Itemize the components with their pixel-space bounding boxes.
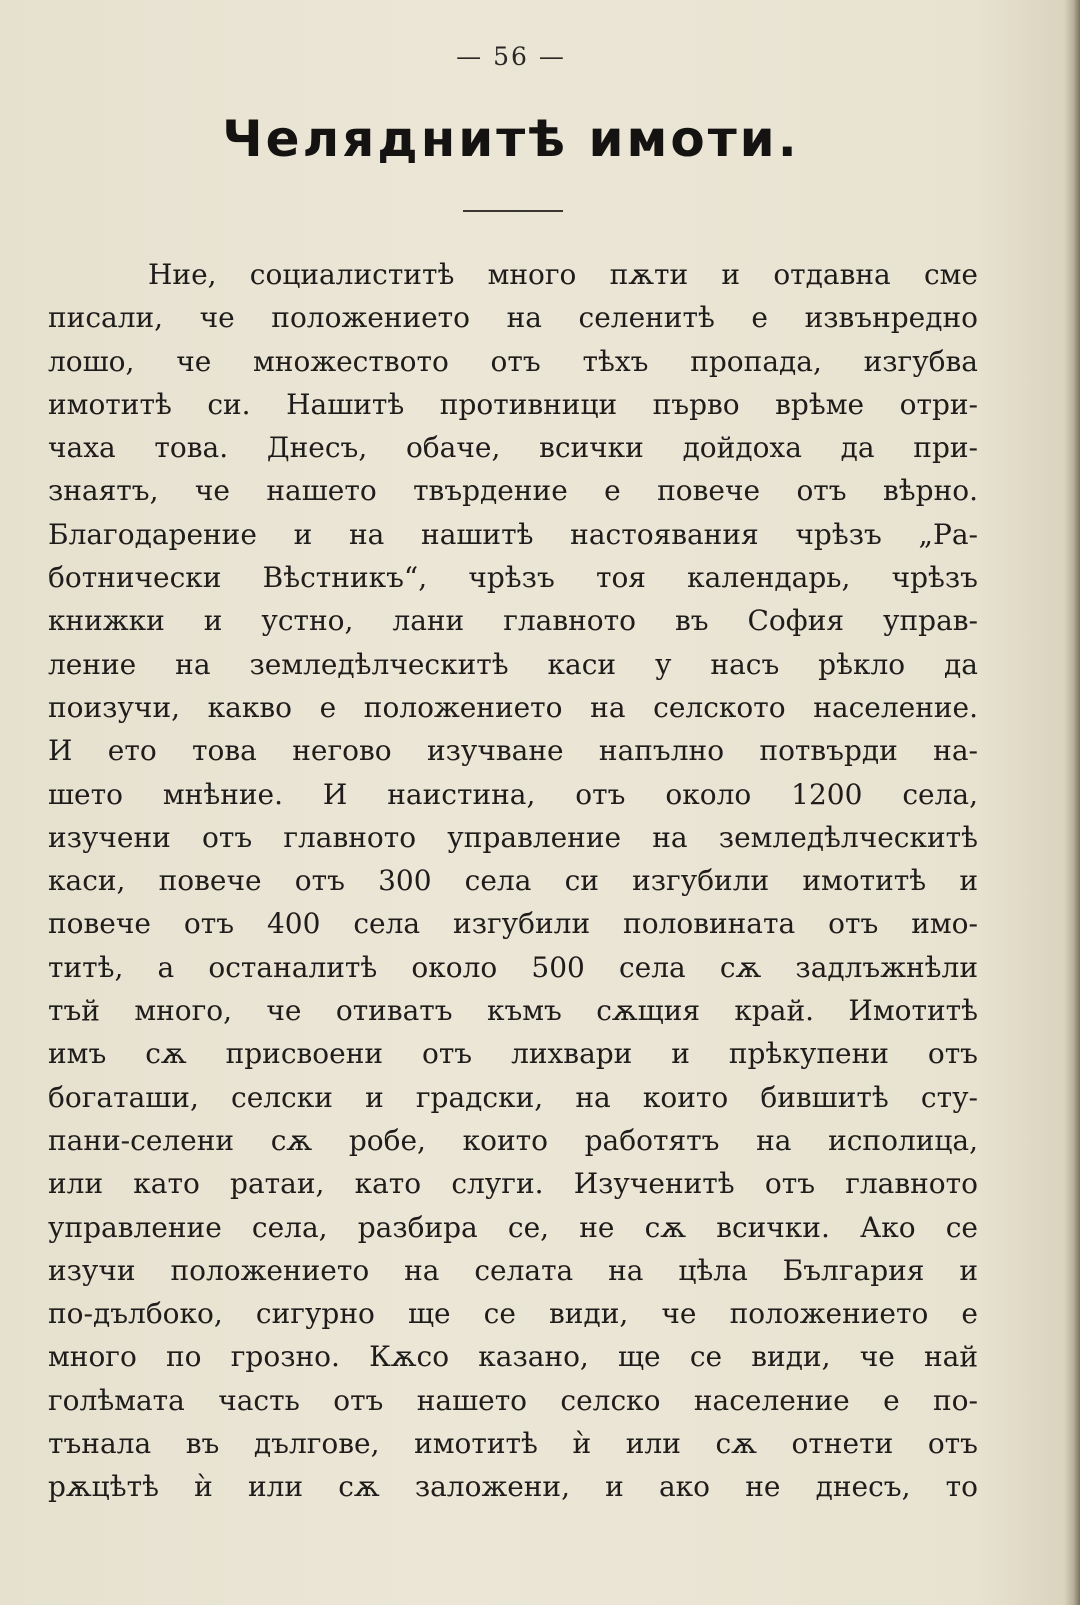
text-line: повече отъ 400 села изгубили половината отъ имо-	[48, 907, 978, 941]
text-line: поизучи, какво е положението на селското население.	[48, 690, 978, 724]
text-line: ботнически Вѣстникъ“, чрѣзъ тоя календарь, чрѣзъ	[48, 561, 978, 595]
text-line: голѣмата часть отъ нашето селско население е по-	[48, 1383, 978, 1417]
text-line: И ето това негово изучване напълно потвърди на-	[48, 734, 978, 768]
text-line: изучени отъ главното управление на земледѣлческитѣ	[48, 820, 978, 854]
text-line: управление села, разбира се, не сѫ всички. Ако се	[48, 1210, 978, 1244]
text-line: по-дълбоко, сигурно ще се види, че положението е	[48, 1297, 978, 1331]
text-line: изучи положението на селата на цѣла България и	[48, 1253, 978, 1287]
text-line: знаятъ, че нашето твърдение е повече отъ вѣрно.	[48, 474, 978, 508]
text-line: тъй много, че отиватъ къмъ сѫщия край. Имотитѣ	[48, 994, 978, 1028]
text-line: ление на земледѣлческитѣ каси у насъ рѣкло да	[48, 647, 978, 681]
text-line: каси, повече отъ 300 села си изгубили имотитѣ и	[48, 864, 978, 898]
text-line: книжки и устно, лани главното въ София управ-	[48, 604, 978, 638]
text-line: пани-селени сѫ робе, които работятъ на исполица,	[48, 1123, 978, 1157]
text-line: или като ратаи, като слуги. Изученитѣ отъ главното	[48, 1167, 978, 1201]
text-line: Ние, социалиститѣ много пѫти и отдавна сме	[148, 258, 978, 291]
page-title: Челяднитѣ имоти.	[222, 110, 800, 168]
text-line: рѫцѣтѣ ѝ или сѫ заложени, и ако не днесъ, то	[48, 1470, 978, 1504]
text-line: титѣ, а останалитѣ около 500 села сѫ задлъжнѣли	[48, 950, 978, 984]
text-line: богаташи, селски и градски, на които бившитѣ сту-	[48, 1080, 978, 1114]
text-line: много по грозно. Кѫсо казано, ще се види, че най	[48, 1340, 978, 1374]
text-line: лошо, че множеството отъ тѣхъ пропада, изгубва	[48, 344, 978, 378]
text-line: шето мнѣние. И наистина, отъ около 1200 села,	[48, 777, 978, 811]
title-divider	[463, 210, 563, 212]
body-text	[48, 253, 978, 1509]
text-line: имотитѣ си. Нашитѣ противници първо врѣме отри-	[48, 387, 978, 421]
text-line: Благодарение и на нашитѣ настоявания чрѣзъ „Ра-	[48, 517, 978, 551]
spine-shadow	[1064, 0, 1080, 1605]
text-line: писали, че положението на селенитѣ е извънредно	[48, 301, 978, 335]
text-line: имъ сѫ присвоени отъ лихвари и прѣкупени отъ	[48, 1037, 978, 1071]
page-number: — 56 —	[456, 42, 566, 71]
text-line: тънала въ дългове, имотитѣ ѝ или сѫ отнети отъ	[48, 1427, 978, 1461]
text-line: чаха това. Днесъ, обаче, всички дойдоха да при-	[48, 431, 978, 465]
